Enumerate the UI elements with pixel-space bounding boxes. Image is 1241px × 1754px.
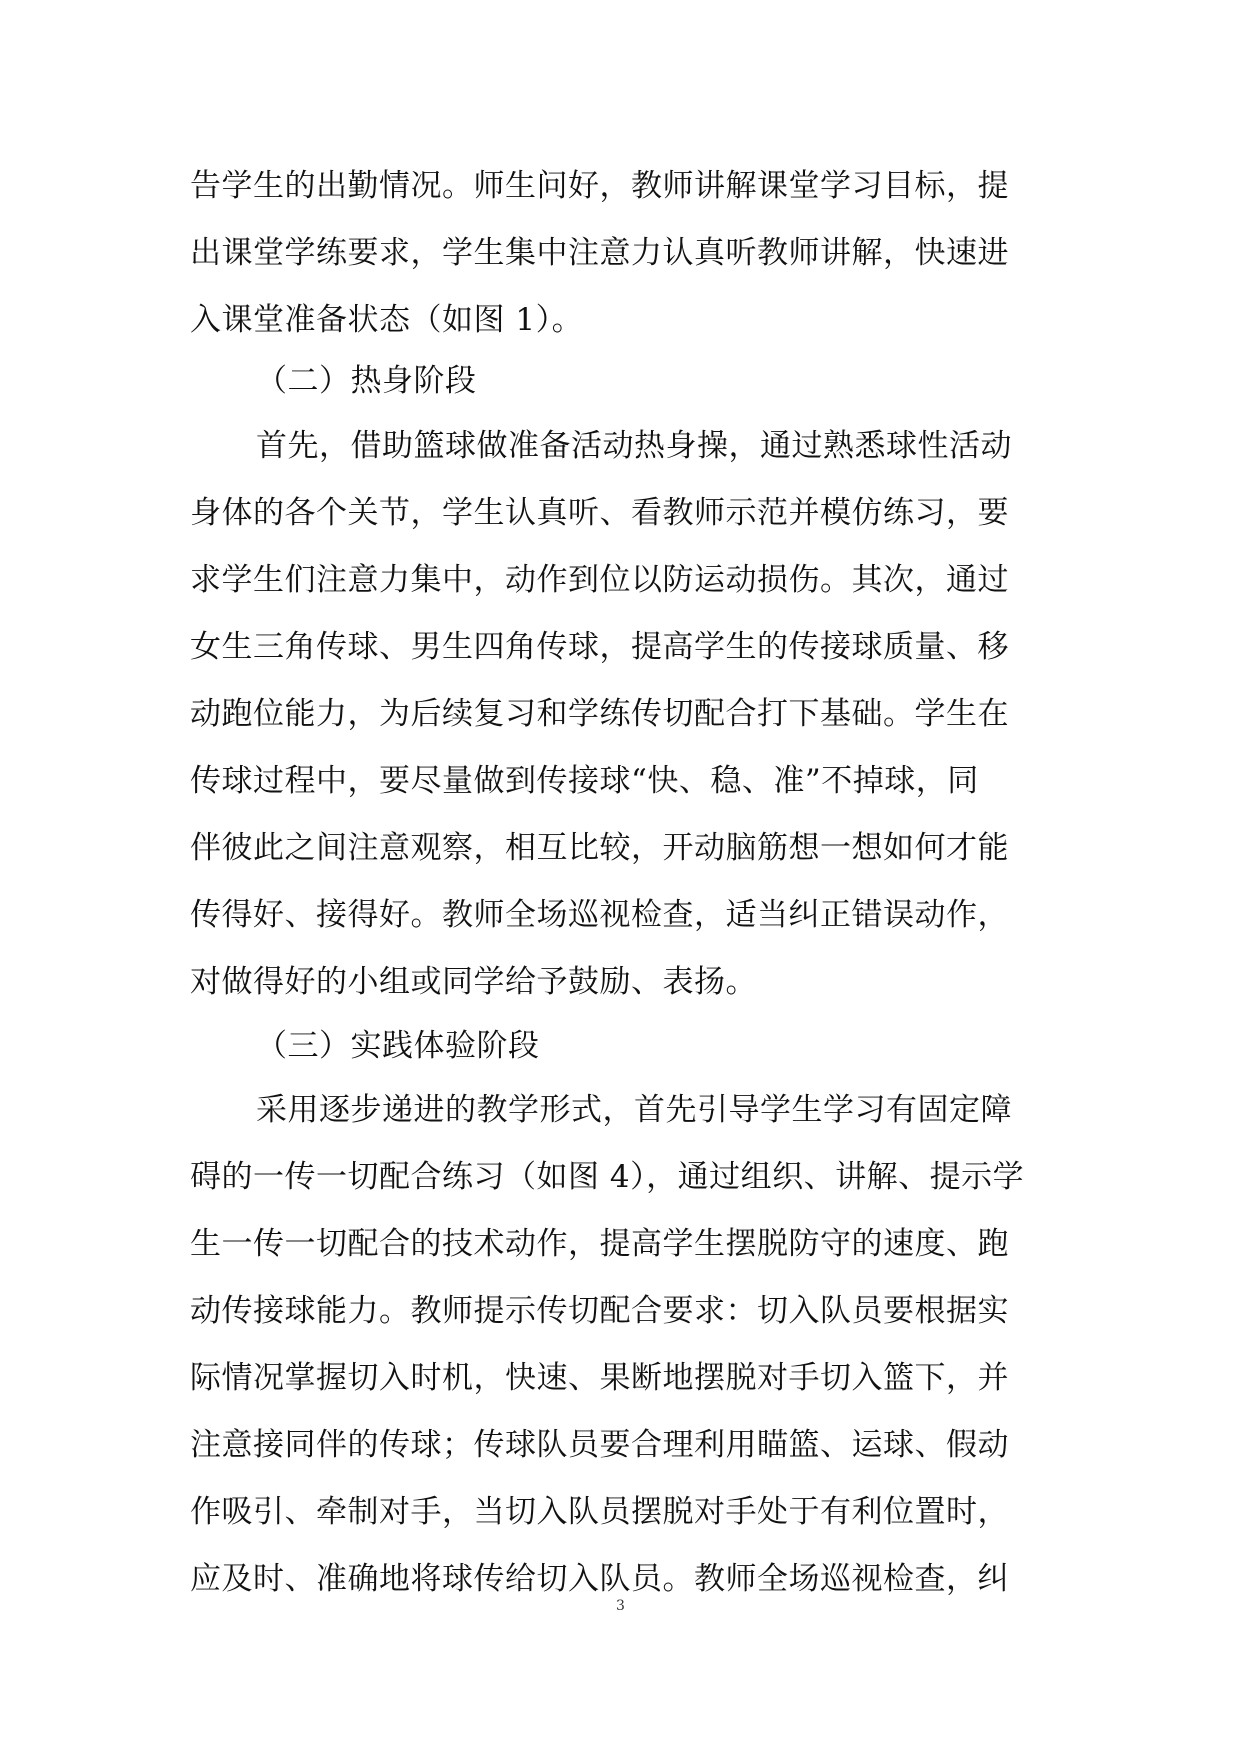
section-heading: （三）实践体验阶段 (256, 1028, 540, 1064)
text-line: 女生三角传球、男生四角传球，提高学生的传接球质量、移 (190, 629, 1009, 665)
text-line: 生一传一切配合的技术动作，提高学生摆脱防守的速度、跑 (190, 1226, 1009, 1262)
page-number: 3 (616, 1598, 625, 1614)
text-line: 作吸引、牵制对手，当切入队员摆脱对手处于有利位置时， (190, 1494, 1009, 1530)
section-heading: （二）热身阶段 (256, 363, 477, 399)
text-line: 动传接球能力。教师提示传切配合要求：切入队员要根据实 (190, 1293, 1009, 1329)
text-line: 传球过程中，要尽量做到传接球“快、稳、准”不掉球，同 (190, 763, 979, 799)
text-line: 碍的一传一切配合练习（如图 4），通过组织、讲解、提示学 (190, 1159, 1025, 1195)
text-line: 应及时、准确地将球传给切入队员。教师全场巡视检查，纠 (190, 1561, 1009, 1597)
text-line: 传得好、接得好。教师全场巡视检查，适当纠正错误动作， (190, 897, 1009, 933)
paragraph-first-line: 采用逐步递进的教学形式，首先引导学生学习有固定障 (256, 1092, 1012, 1128)
text-line: 入课堂准备状态（如图 1）。 (190, 302, 584, 338)
text-line: 伴彼此之间注意观察，相互比较，开动脑筋想一想如何才能 (190, 830, 1009, 866)
paragraph-first-line: 首先，借助篮球做准备活动热身操，通过熟悉球性活动 (256, 428, 1012, 464)
text-line: 际情况掌握切入时机，快速、果断地摆脱对手切入篮下，并 (190, 1360, 1009, 1396)
text-line: 动跑位能力，为后续复习和学练传切配合打下基础。学生在 (190, 696, 1009, 732)
text-line: 求学生们注意力集中，动作到位以防运动损伤。其次，通过 (190, 562, 1009, 598)
text-line: 对做得好的小组或同学给予鼓励、表扬。 (190, 964, 757, 1000)
text-line: 告学生的出勤情况。师生问好，教师讲解课堂学习目标，提 (190, 168, 1009, 204)
text-line: 出课堂学练要求，学生集中注意力认真听教师讲解，快速进 (190, 235, 1009, 271)
text-line: 身体的各个关节，学生认真听、看教师示范并模仿练习，要 (190, 495, 1009, 531)
text-line: 注意接同伴的传球；传球队员要合理利用瞄篮、运球、假动 (190, 1427, 1009, 1463)
